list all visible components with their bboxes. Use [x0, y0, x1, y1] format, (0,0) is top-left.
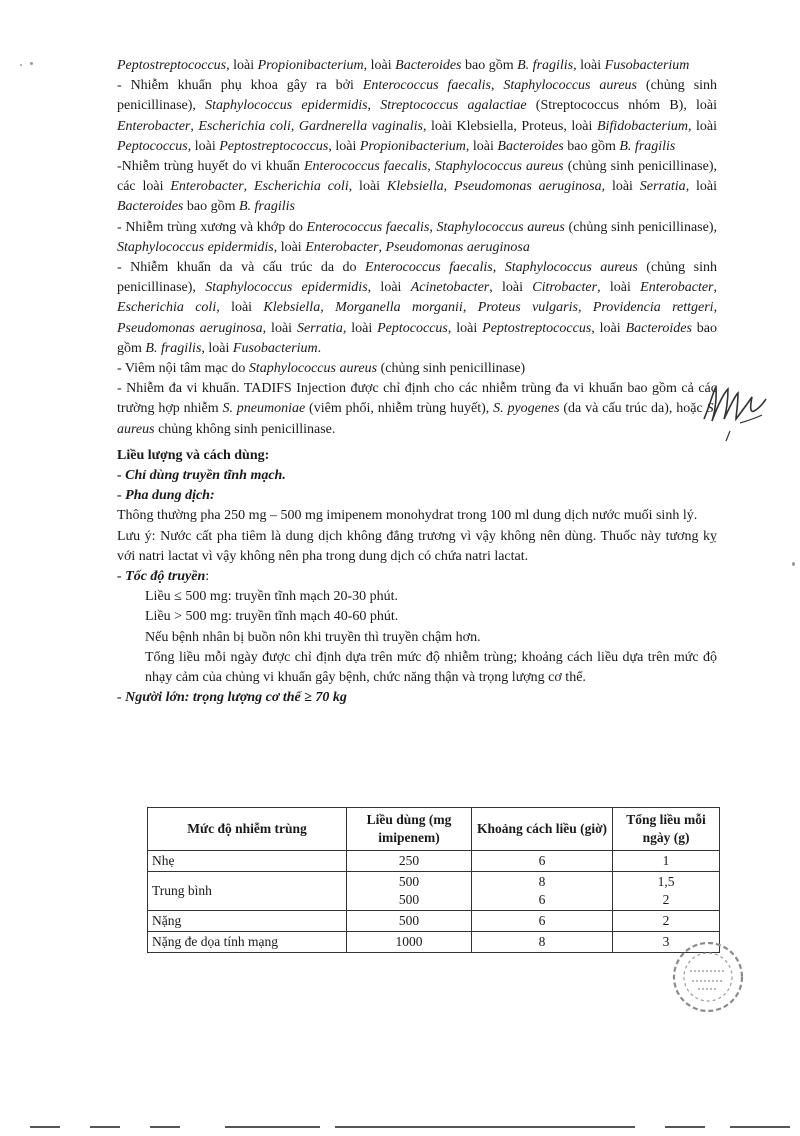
text-segment: , — [290, 118, 299, 134]
cell-value: 2 — [662, 913, 670, 928]
species-name: Enterobacter — [640, 280, 714, 296]
cell-value: 8 — [538, 874, 546, 889]
table-header-row — [148, 808, 720, 851]
species-name: B. fragilis — [517, 58, 574, 73]
species-name: Enterobacter — [305, 239, 379, 255]
seal-stamp-icon — [660, 935, 752, 1015]
text-segment: , loài — [273, 239, 306, 255]
cell-value: 500 — [398, 892, 420, 907]
paragraph-gynecologic — [117, 76, 717, 157]
table-row — [148, 911, 720, 932]
text-segment: , loài — [573, 58, 605, 73]
species-name: Staphylococcus aureus — [248, 361, 378, 377]
text-segment: , loài — [348, 179, 387, 195]
species-name: Enterobacter — [117, 118, 191, 134]
species-name: Propionibacterium — [359, 138, 466, 154]
text-segment: . — [317, 340, 322, 356]
species-name: Propionibacterium — [257, 58, 364, 73]
species-name: Staphylococcus epidermidis — [205, 98, 368, 114]
species-name: Acinetobacter — [410, 280, 490, 296]
cell-total — [613, 911, 720, 932]
text-segment: , — [713, 300, 718, 316]
rate-colon: : — [205, 569, 210, 585]
species-name: Bacteroides — [117, 199, 184, 215]
paragraph-anaerobes-cont — [117, 56, 717, 76]
rate-heading-line — [117, 567, 717, 587]
text-segment: (chủng sinh penicillinase), — [117, 78, 718, 114]
signature-mark — [700, 375, 770, 445]
cell-value: 500 — [398, 874, 420, 889]
species-name: Staphylococcus epidermidis — [117, 239, 274, 255]
species-name: Providencia rettgeri — [592, 300, 714, 316]
table-row — [148, 932, 720, 953]
rate-heading: - Tốc độ truyền — [117, 569, 206, 585]
text-segment: -Nhiễm trùng huyết do vi khuẩn — [117, 159, 304, 175]
rate-line-2: Liều > 500 mg: truyền tĩnh mạch 40-60 phút. — [145, 609, 399, 625]
species-name: Streptococcus agalactiae — [380, 98, 527, 114]
paragraph-polymicrobial — [117, 379, 717, 440]
species-name: Serratia — [639, 179, 686, 195]
species-name: Serratia — [296, 320, 343, 336]
text-segment: , loài — [262, 320, 297, 336]
species-name: Peptococcus — [377, 320, 448, 336]
cell-value: 2 — [662, 892, 670, 907]
text-segment: (chủng sinh penicillinase), — [564, 219, 717, 235]
text-segment: (viêm phổi, nhiễm trùng huyết), — [305, 401, 494, 417]
species-name: Escherichia coli — [117, 300, 217, 316]
dilution-text: Thông thường pha 250 mg – 500 mg imipenem monohydrat trong 100 ml dung dịch nước muối sinh lý. — [117, 508, 698, 524]
header-dose: Liều dùng (mg imipenem) — [347, 808, 472, 851]
species-name: Pseudomonas aeruginosa — [117, 320, 263, 336]
text-segment: (chủng sinh penicillinase), — [117, 260, 717, 296]
cell-value: 250 — [398, 853, 420, 868]
species-name: Staphylococcus aureus — [436, 219, 565, 235]
paragraph-septicemia — [117, 157, 717, 218]
species-name: Staphylococcus epidermidis — [205, 280, 368, 296]
table-row — [148, 851, 720, 872]
cell-value: 8 — [538, 934, 546, 949]
species-name: S. aureus — [117, 401, 717, 437]
rate-line-1: Liều ≤ 500 mg: truyền tĩnh mạch 20-30 phút. — [145, 589, 399, 605]
cell-interval — [472, 872, 613, 911]
species-name: B. fragilis — [238, 199, 295, 215]
text-segment: , — [243, 179, 255, 195]
species-name: Enterococcus faecalis — [362, 78, 491, 94]
text-segment: , — [577, 300, 593, 316]
cell-dose — [347, 932, 472, 953]
table-body — [148, 851, 720, 953]
species-name: Bifidobacterium — [596, 118, 688, 134]
species-name: Klebsiella — [263, 300, 321, 316]
header-interval: Khoảng cách liều (giờ) — [472, 808, 613, 851]
cell-value: 6 — [538, 892, 546, 907]
cell-value: 1 — [662, 853, 670, 868]
species-name: Bacteroides — [497, 138, 564, 154]
text-segment: , loài — [363, 58, 396, 73]
dosage-table — [147, 807, 720, 953]
species-name: Escherichia coli — [254, 179, 349, 195]
paragraph-endocarditis — [117, 359, 717, 379]
cell-severity: Nặng — [148, 911, 347, 932]
rate-line-3: Nếu bệnh nhân bị buồn nôn khi truyền thì truyền chậm hơn. — [145, 629, 481, 645]
text-segment: , loài — [367, 280, 411, 296]
scan-speck — [30, 62, 33, 65]
cell-value: 1,5 — [657, 874, 675, 889]
cell-value: 6 — [538, 853, 546, 868]
cell-value: 1000 — [395, 934, 423, 949]
text-segment: - Nhiễm trùng xương và khớp do — [117, 219, 307, 235]
text-segment: - Nhiễm khuẩn da và cấu trúc da do — [117, 260, 366, 276]
species-name: S. pyogenes — [493, 401, 560, 417]
header-severity: Mức độ nhiễm trùng — [148, 808, 347, 851]
cell-dose — [347, 851, 472, 872]
text-segment: , loài Klebsiella, Proteus, loài — [422, 118, 597, 134]
species-name: Peptostreptococcus — [219, 138, 329, 154]
text-segment: , — [378, 239, 386, 255]
cell-severity: Nhẹ — [148, 851, 347, 872]
text-segment: bao gồm — [183, 199, 239, 215]
cell-interval — [472, 911, 613, 932]
text-segment: (chủng sinh penicillinase) — [377, 361, 526, 377]
text-segment: , loài — [465, 138, 498, 154]
text-segment: , loài — [216, 300, 264, 316]
text-segment: (chủng sinh penicillinase), các loài — [117, 159, 717, 195]
paragraph-bone-joint — [117, 218, 717, 258]
cell-dose — [347, 911, 472, 932]
cell-severity: Trung bình — [148, 872, 347, 911]
text-segment: , loài — [685, 179, 718, 195]
text-segment: (Streptococcus nhóm B), loài — [526, 98, 718, 114]
species-name: Morganella morganii — [335, 300, 463, 316]
footer-rule — [0, 1126, 800, 1128]
species-name: Gardnerella vaginalis — [298, 118, 423, 134]
text-segment: - Viêm nội tâm mạc do — [117, 361, 249, 377]
species-name: Peptococcus — [117, 138, 188, 154]
text-segment: , — [490, 78, 504, 94]
species-name: Staphylococcus aureus — [434, 159, 564, 175]
text-segment: , loài — [447, 320, 483, 336]
text-segment: , loài — [187, 138, 220, 154]
cell-value: 3 — [662, 934, 670, 949]
cell-interval — [472, 851, 613, 872]
species-name: Pseudomonas aeruginosa — [385, 239, 530, 255]
text-segment: , — [427, 159, 435, 175]
adult-heading: - Người lớn: trọng lượng cơ thể ≥ 70 kg — [117, 690, 347, 706]
dosage-heading: Liều lượng và cách dùng: — [117, 447, 270, 463]
species-name: B. fragilis — [619, 138, 676, 154]
species-name: Klebsiella — [386, 179, 444, 195]
text-segment: , — [367, 98, 381, 114]
text-segment: , — [713, 280, 717, 296]
text-segment: (da và cấu trúc da), hoặc — [559, 401, 707, 417]
species-name: Enterococcus faecalis — [306, 219, 430, 235]
species-name: B. fragilis — [145, 340, 202, 356]
text-segment: , loài — [342, 320, 378, 336]
text-segment: bao gồm — [461, 58, 518, 73]
cell-severity: Nặng đe dọa tính mạng — [148, 932, 347, 953]
text-segment: - Nhiễm đa vi khuẩn. TADIFS Injection được chỉ định cho các nhiễm trùng đa vi khuẩn bao gồm cả các trường hợp nhiễm — [117, 381, 717, 417]
species-name: Staphylococcus aureus — [504, 260, 638, 276]
cell-value: 500 — [398, 913, 420, 928]
text-segment: , loài — [226, 58, 258, 73]
text-segment: , loài — [201, 340, 233, 356]
note-text: Lưu ý: Nước cất pha tiêm là dung dịch không đẳng trương vì vậy không nên dùng. Thuốc này tương kỵ với natri lactat vì vậy không nên pha trong dung dịch có chứa natri lactat. — [117, 528, 717, 564]
text-segment: , — [492, 260, 505, 276]
text-segment: , loài — [687, 118, 718, 134]
species-name: S. pneumoniae — [222, 401, 306, 417]
text-segment: bao gồm — [563, 138, 620, 154]
text-segment: , — [443, 179, 455, 195]
species-name: Fusobacterium — [232, 340, 318, 356]
text-segment: , loài — [328, 138, 360, 154]
species-name: Bacteroides — [625, 320, 692, 336]
text-segment: , — [190, 118, 199, 134]
species-name: Peptostreptococcus — [482, 320, 592, 336]
dilution-heading: - Pha dung dịch: — [117, 488, 215, 504]
cell-interval — [472, 932, 613, 953]
scan-speck — [20, 64, 22, 66]
document-body — [117, 56, 717, 709]
text-segment: , loài — [489, 280, 533, 296]
text-segment: , — [462, 300, 478, 316]
text-segment: - Nhiễm khuẩn phụ khoa gây ra bởi — [117, 78, 363, 94]
paragraph-skin — [117, 258, 717, 359]
text-segment: , loài — [597, 280, 641, 296]
table-row — [148, 872, 720, 911]
text-segment: , loài — [601, 179, 640, 195]
text-segment: chủng không sinh penicillinase. — [154, 421, 336, 437]
species-name: Bacteroides — [395, 58, 462, 73]
iv-only-line: - Chỉ dùng truyền tĩnh mạch. — [117, 468, 286, 484]
cell-total — [613, 851, 720, 872]
species-name: Enterococcus faecalis — [304, 159, 428, 175]
text-segment: , loài — [591, 320, 626, 336]
text-segment: bao gồm — [117, 320, 718, 356]
scan-speck — [792, 562, 795, 566]
species-name: Peptostreptococcus — [117, 58, 227, 73]
header-total: Tổng liều mỗi ngày (g) — [613, 808, 720, 851]
cell-total — [613, 872, 720, 911]
species-name: Proteus vulgaris — [477, 300, 578, 316]
cell-dose — [347, 872, 472, 911]
rate-line-4: Tổng liều mỗi ngày được chỉ định dựa trên mức độ nhiễm trùng; khoảng cách liều dựa trên mức độ nhạy cảm của chủng vi khuẩn gây bệnh, chức năng thận và trọng lượng cơ thể. — [145, 649, 717, 686]
cell-value: 6 — [538, 913, 546, 928]
species-name: Escherichia coli — [198, 118, 291, 134]
species-name: Enterobacter — [170, 179, 244, 195]
text-segment: , — [320, 300, 336, 316]
species-name: Enterococcus faecalis — [365, 260, 493, 276]
species-name: Citrobacter — [532, 280, 598, 296]
species-name: Staphylococcus aureus — [503, 78, 637, 94]
text-segment: , — [429, 219, 437, 235]
species-name: Fusobacterium — [604, 58, 690, 73]
species-name: Pseudomonas aeruginosa — [454, 179, 602, 195]
